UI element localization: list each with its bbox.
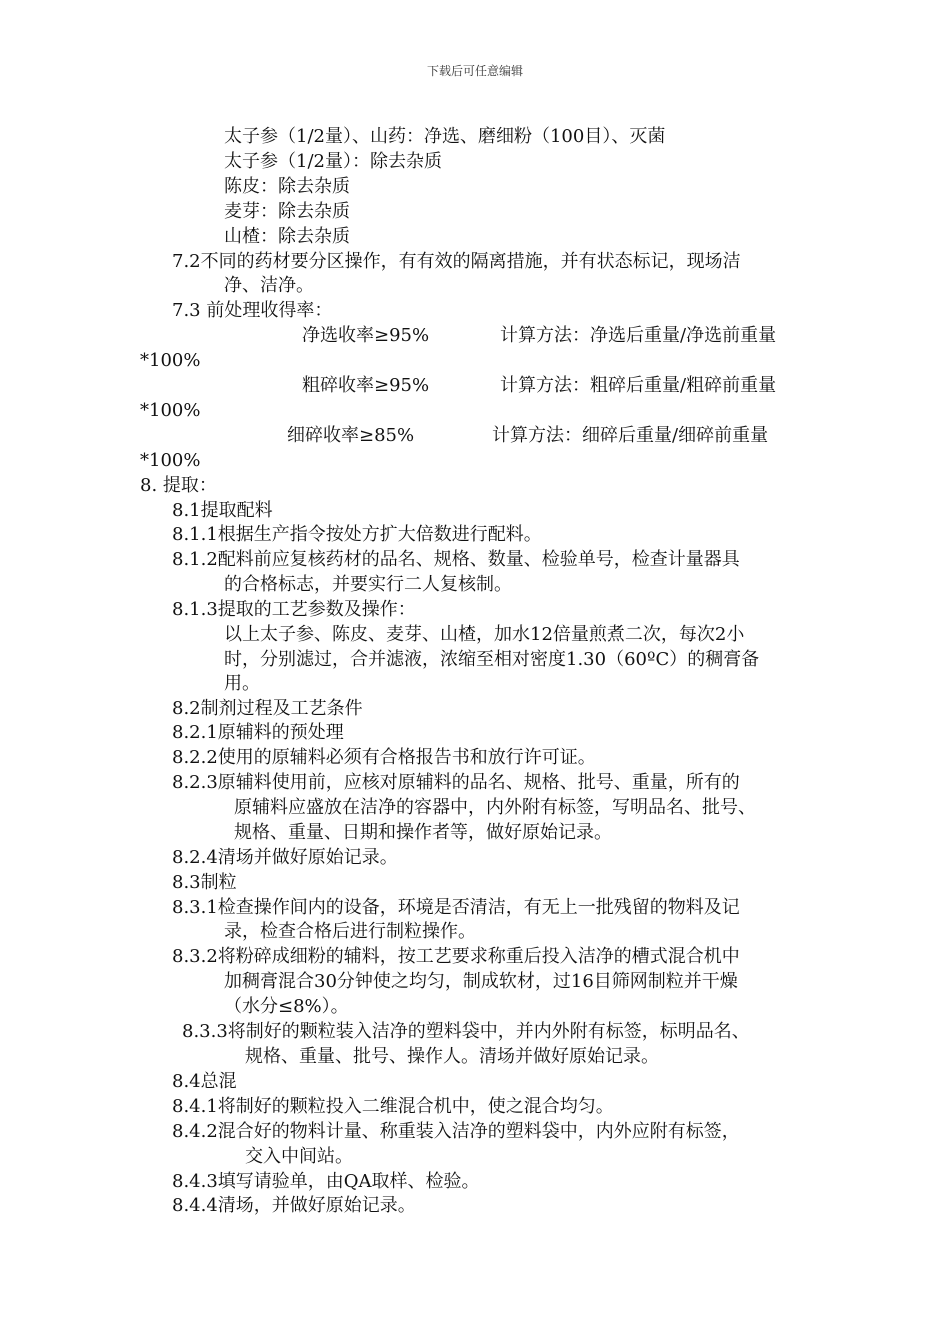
text-line: 麦芽：除去杂质 — [224, 201, 350, 222]
text-line: 的合格标志，并要实行二人复核制。 — [224, 574, 512, 595]
text-line: 8.3.2将粉碎成细粉的辅料，按工艺要求称重后投入洁净的槽式混合机中 — [172, 946, 740, 967]
text-line: 8.3.1检查操作间内的设备，环境是否清洁，有无上一批残留的物料及记 — [172, 897, 740, 918]
text-line: 交入中间站。 — [245, 1146, 353, 1167]
yield-rate-label: 净选收率≥95% — [302, 325, 430, 346]
text-line: 太子参（1/2量）：除去杂质 — [224, 151, 442, 172]
yield-rate-label: 细碎收率≥85% — [287, 425, 415, 446]
text-line: *100% — [140, 400, 201, 421]
text-line: 8.1.1根据生产指令按处方扩大倍数进行配料。 — [172, 524, 542, 545]
text-line: 8.2.3原辅料使用前，应核对原辅料的品名、规格、批号、重量，所有的 — [172, 772, 740, 793]
text-line: 8.2.2使用的原辅料必须有合格报告书和放行许可证。 — [172, 747, 596, 768]
page-header: 下载后可任意编辑 — [426, 64, 523, 78]
text-line: 净、洁净。 — [224, 275, 314, 296]
text-line: 8.2.1原辅料的预处理 — [172, 722, 344, 743]
yield-rate-label: 粗碎收率≥95% — [302, 375, 430, 396]
calc-method: 计算方法：细碎后重量/细碎前重量 — [492, 425, 769, 446]
text-line: 规格、重量、日期和操作者等，做好原始记录。 — [234, 822, 612, 843]
text-line: 原辅料应盛放在洁净的容器中，内外附有标签，写明品名、批号、 — [234, 797, 756, 818]
text-line: 山楂：除去杂质 — [224, 226, 350, 247]
text-line: 8.2.4清场并做好原始记录。 — [172, 847, 398, 868]
text-line: 8.4.2混合好的物料计量、称重装入洁净的塑料袋中，内外应附有标签， — [172, 1121, 740, 1142]
text-line: 规格、重量、批号、操作人。清场并做好原始记录。 — [245, 1046, 659, 1067]
text-line: 加稠膏混合30分钟使之均匀，制成软材，过16目筛网制粒并干燥 — [224, 971, 738, 992]
text-line: 时，分别滤过，合并滤液，浓缩至相对密度1.30（60ºC）的稠膏备 — [224, 649, 760, 670]
calc-method: 计算方法：粗碎后重量/粗碎前重量 — [500, 375, 777, 396]
text-line: 太子参（1/2量）、山药：净选、磨细粉（100目）、灭菌 — [224, 126, 666, 147]
text-line: 陈皮：除去杂质 — [224, 176, 350, 197]
subsection-heading: 8.3制粒 — [172, 872, 237, 893]
text-line: 7.3 前处理收得率： — [172, 300, 333, 321]
text-line: 8.4.1将制好的颗粒投入二维混合机中，使之混合均匀。 — [172, 1096, 614, 1117]
text-line: 8.1.3提取的工艺参数及操作： — [172, 599, 416, 620]
text-line: *100% — [140, 350, 201, 371]
section-heading: 8. 提取： — [140, 475, 217, 496]
calc-method: 计算方法：净选后重量/净选前重量 — [500, 325, 777, 346]
text-line: 录，检查合格后进行制粒操作。 — [224, 921, 476, 942]
text-line: 以上太子参、陈皮、麦芽、山楂，加水12倍量煎煮二次，每次2小 — [224, 624, 745, 645]
text-line: 8.1.2配料前应复核药材的品名、规格、数量、检验单号，检查计量器具 — [172, 549, 740, 570]
subsection-heading: 8.4总混 — [172, 1071, 237, 1092]
text-line: 8.3.3将制好的颗粒装入洁净的塑料袋中，并内外附有标签，标明品名、 — [182, 1021, 750, 1042]
text-line: *100% — [140, 450, 201, 471]
text-line: （水分≤8%）。 — [224, 996, 349, 1017]
text-line: 8.4.4清场，并做好原始记录。 — [172, 1195, 416, 1216]
text-line: 8.4.3填写请验单，由QA取样、检验。 — [172, 1171, 480, 1192]
text-line: 用。 — [224, 673, 260, 694]
text-line: 7.2不同的药材要分区操作，有有效的隔离措施，并有状态标记，现场洁 — [172, 251, 741, 272]
subsection-heading: 8.1提取配料 — [172, 500, 273, 521]
subsection-heading: 8.2制剂过程及工艺条件 — [172, 698, 363, 719]
